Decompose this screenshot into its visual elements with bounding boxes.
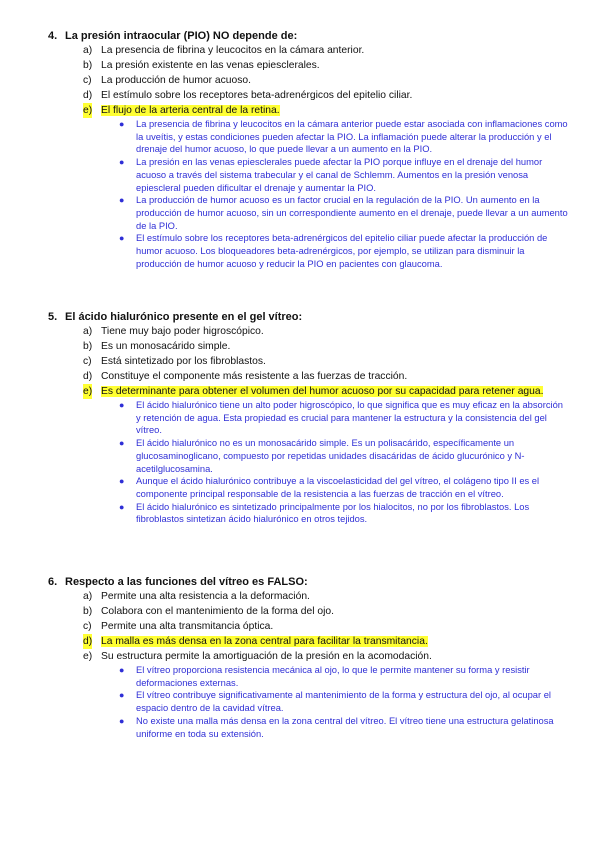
question-4 (48, 29, 568, 270)
explanation-item (48, 437, 568, 475)
bullet-icon: ● (119, 233, 125, 244)
option-text: Es un monosacárido simple. (101, 341, 231, 352)
explanation-text: El ácido hialurónico tiene un alto poder higroscópico, lo que significa que es muy eficaz en la absorción y retención de agua. Esta propiedad es crucial para mantener la estructura y la consistencia del gel vítreo. (136, 400, 563, 436)
option-b (48, 604, 568, 619)
question-number: 4. (48, 30, 58, 42)
option-letter: a) (83, 591, 93, 602)
explanation-item (48, 689, 568, 714)
option-text-highlighted: La malla es más densa en la zona central para facilitar la transmitancia. (101, 636, 428, 647)
bullet-icon: ● (119, 715, 125, 726)
options-list (48, 589, 568, 664)
bullet-icon: ● (119, 119, 125, 129)
option-e-correct (48, 103, 568, 118)
option-text-highlighted: Es determinante para obtener el volumen del humor acuoso por su capacidad para retener agua. (101, 386, 544, 397)
explanation-item (48, 475, 568, 500)
bullet-icon: ● (119, 438, 125, 449)
explanation-item (48, 232, 568, 270)
option-e-correct (48, 384, 568, 399)
option-d (48, 88, 568, 103)
bullet-icon: ● (119, 690, 125, 701)
option-e (48, 649, 568, 664)
explanation-text: No existe una malla más densa en la zona central del vítreo. El vítreo tiene una estructura gelatinosa uniforme en toda su extensión. (136, 715, 554, 739)
bullet-icon: ● (119, 400, 125, 410)
explanation-item (48, 664, 568, 689)
option-text: Constituye el componente más resistente a las fuerzas de tracción. (101, 371, 408, 382)
option-text: Permite una alta resistencia a la deformación. (101, 591, 310, 602)
option-letter: c) (83, 621, 92, 632)
bullet-icon: ● (119, 501, 125, 512)
explanations-list (48, 399, 568, 526)
option-letter: b) (83, 60, 93, 71)
explanation-item (48, 399, 568, 437)
option-text: La presencia de fibrina y leucocitos en la cámara anterior. (101, 45, 365, 56)
option-letter: a) (83, 326, 93, 337)
question-text: El ácido hialurónico presente en el gel vítreo: (65, 311, 303, 323)
option-b (48, 58, 568, 73)
question-title (48, 29, 568, 43)
option-a (48, 324, 568, 339)
option-text: Tiene muy bajo poder higroscópico. (101, 326, 264, 337)
option-d (48, 369, 568, 384)
option-c (48, 354, 568, 369)
explanation-text: La producción de humor acuoso es un factor crucial en la regulación de la PIO. Un aumento en la producción de humor acuoso, sin un correspondiente aumento en el drenaje, puede llevar a un aumento de la PIO. (136, 195, 568, 231)
option-letter: d) (83, 636, 93, 647)
option-a (48, 43, 568, 58)
option-text: La presión existente en las venas epiesclerales. (101, 60, 320, 71)
explanation-item (48, 715, 568, 740)
explanation-text: El vítreo contribuye significativamente al mantenimiento de la forma y estructura del ojo, al ocupar el espacio dentro de la cavidad vítrea. (136, 690, 551, 714)
bullet-icon: ● (119, 665, 125, 675)
option-letter: c) (83, 75, 92, 86)
option-text-highlighted: El flujo de la arteria central de la retina. (101, 105, 280, 116)
option-text: El estímulo sobre los receptores beta-adrenérgicos del epitelio ciliar. (101, 90, 413, 101)
options-list (48, 43, 568, 118)
question-6 (48, 575, 568, 740)
bullet-icon: ● (119, 195, 125, 206)
explanation-text: El estímulo sobre los receptores beta-adrenérgicos del epitelio ciliar puede afectar la producción de humor acuoso. Los bloqueadores beta-adrenérgicos, por ejemplo, se utilizan para disminuir la producción de humor acuoso y reducir la PIO en pacientes con glaucoma. (136, 233, 548, 269)
explanation-item (48, 194, 568, 232)
explanation-text: La presencia de fibrina y leucocitos en la cámara anterior puede estar asociada con inflamaciones como la uveítis, y estas condiciones pueden afectar la PIO. La inflamación puede alterar la producción y el drenaje del humor acuoso, lo que puede llevar a un aumento en la PIO. (136, 119, 568, 155)
explanation-text: Aunque el ácido hialurónico contribuye a la viscoelasticidad del gel vítreo, el colágeno tipo II es el componente principal responsable de la resistencia a las fuerzas de tracción en el vítreo. (136, 476, 540, 499)
option-text: Colabora con el mantenimiento de la forma del ojo. (101, 606, 334, 617)
option-letter: b) (83, 606, 93, 617)
option-letter: e) (83, 386, 93, 397)
option-b (48, 339, 568, 354)
question-number: 6. (48, 576, 58, 588)
explanation-item (48, 156, 568, 194)
explanations-list (48, 664, 568, 740)
option-letter: e) (83, 651, 93, 662)
option-text: La producción de humor acuoso. (101, 75, 251, 86)
option-letter: e) (83, 105, 93, 116)
explanation-text: El ácido hialurónico no es un monosacárido simple. Es un polisacárido, específicamente un glucosaminoglicano, compuesto por repetidas unidades disacáridas de ácido glucurónico y N-acetilglucosamina. (136, 438, 525, 474)
question-5 (48, 310, 568, 526)
explanations-list (48, 118, 568, 270)
explanation-text: El vítreo proporciona resistencia mecánica al ojo, lo que le permite mantener su forma y resistir deformaciones externas. (136, 665, 530, 688)
bullet-icon: ● (119, 157, 125, 168)
option-a (48, 589, 568, 604)
explanation-text: La presión en las venas epiesclerales puede afectar la PIO porque influye en el drenaje del humor acuoso a través del sistema trabecular y el canal de Schlemm. Aumentos en la presión venosa epiescleral pueden dificultar el drenaje y aumentar la PIO. (136, 157, 543, 193)
option-letter: d) (83, 371, 93, 382)
option-text: Permite una alta transmitancia óptica. (101, 621, 274, 632)
question-text: Respecto a las funciones del vítreo es FALSO: (65, 576, 308, 588)
option-text: Su estructura permite la amortiguación de la presión en la acomodación. (101, 651, 432, 662)
option-c (48, 619, 568, 634)
explanation-item (48, 501, 568, 526)
option-d-correct (48, 634, 568, 649)
option-letter: b) (83, 341, 93, 352)
question-text: La presión intraocular (PIO) NO depende de: (65, 30, 298, 42)
bullet-icon: ● (119, 476, 125, 487)
options-list (48, 324, 568, 399)
option-c (48, 73, 568, 88)
option-letter: c) (83, 356, 92, 367)
explanation-item (48, 118, 568, 156)
option-letter: d) (83, 90, 93, 101)
option-letter: a) (83, 45, 93, 56)
explanation-text: El ácido hialurónico es sintetizado principalmente por los hialocitos, no por los fibroblastos. Los fibroblastos sintetizan ácido hialurónico en otros tejidos. (136, 501, 530, 525)
question-title (48, 310, 568, 324)
question-number: 5. (48, 311, 58, 323)
option-text: Está sintetizado por los fibroblastos. (101, 356, 266, 367)
question-title (48, 575, 568, 589)
